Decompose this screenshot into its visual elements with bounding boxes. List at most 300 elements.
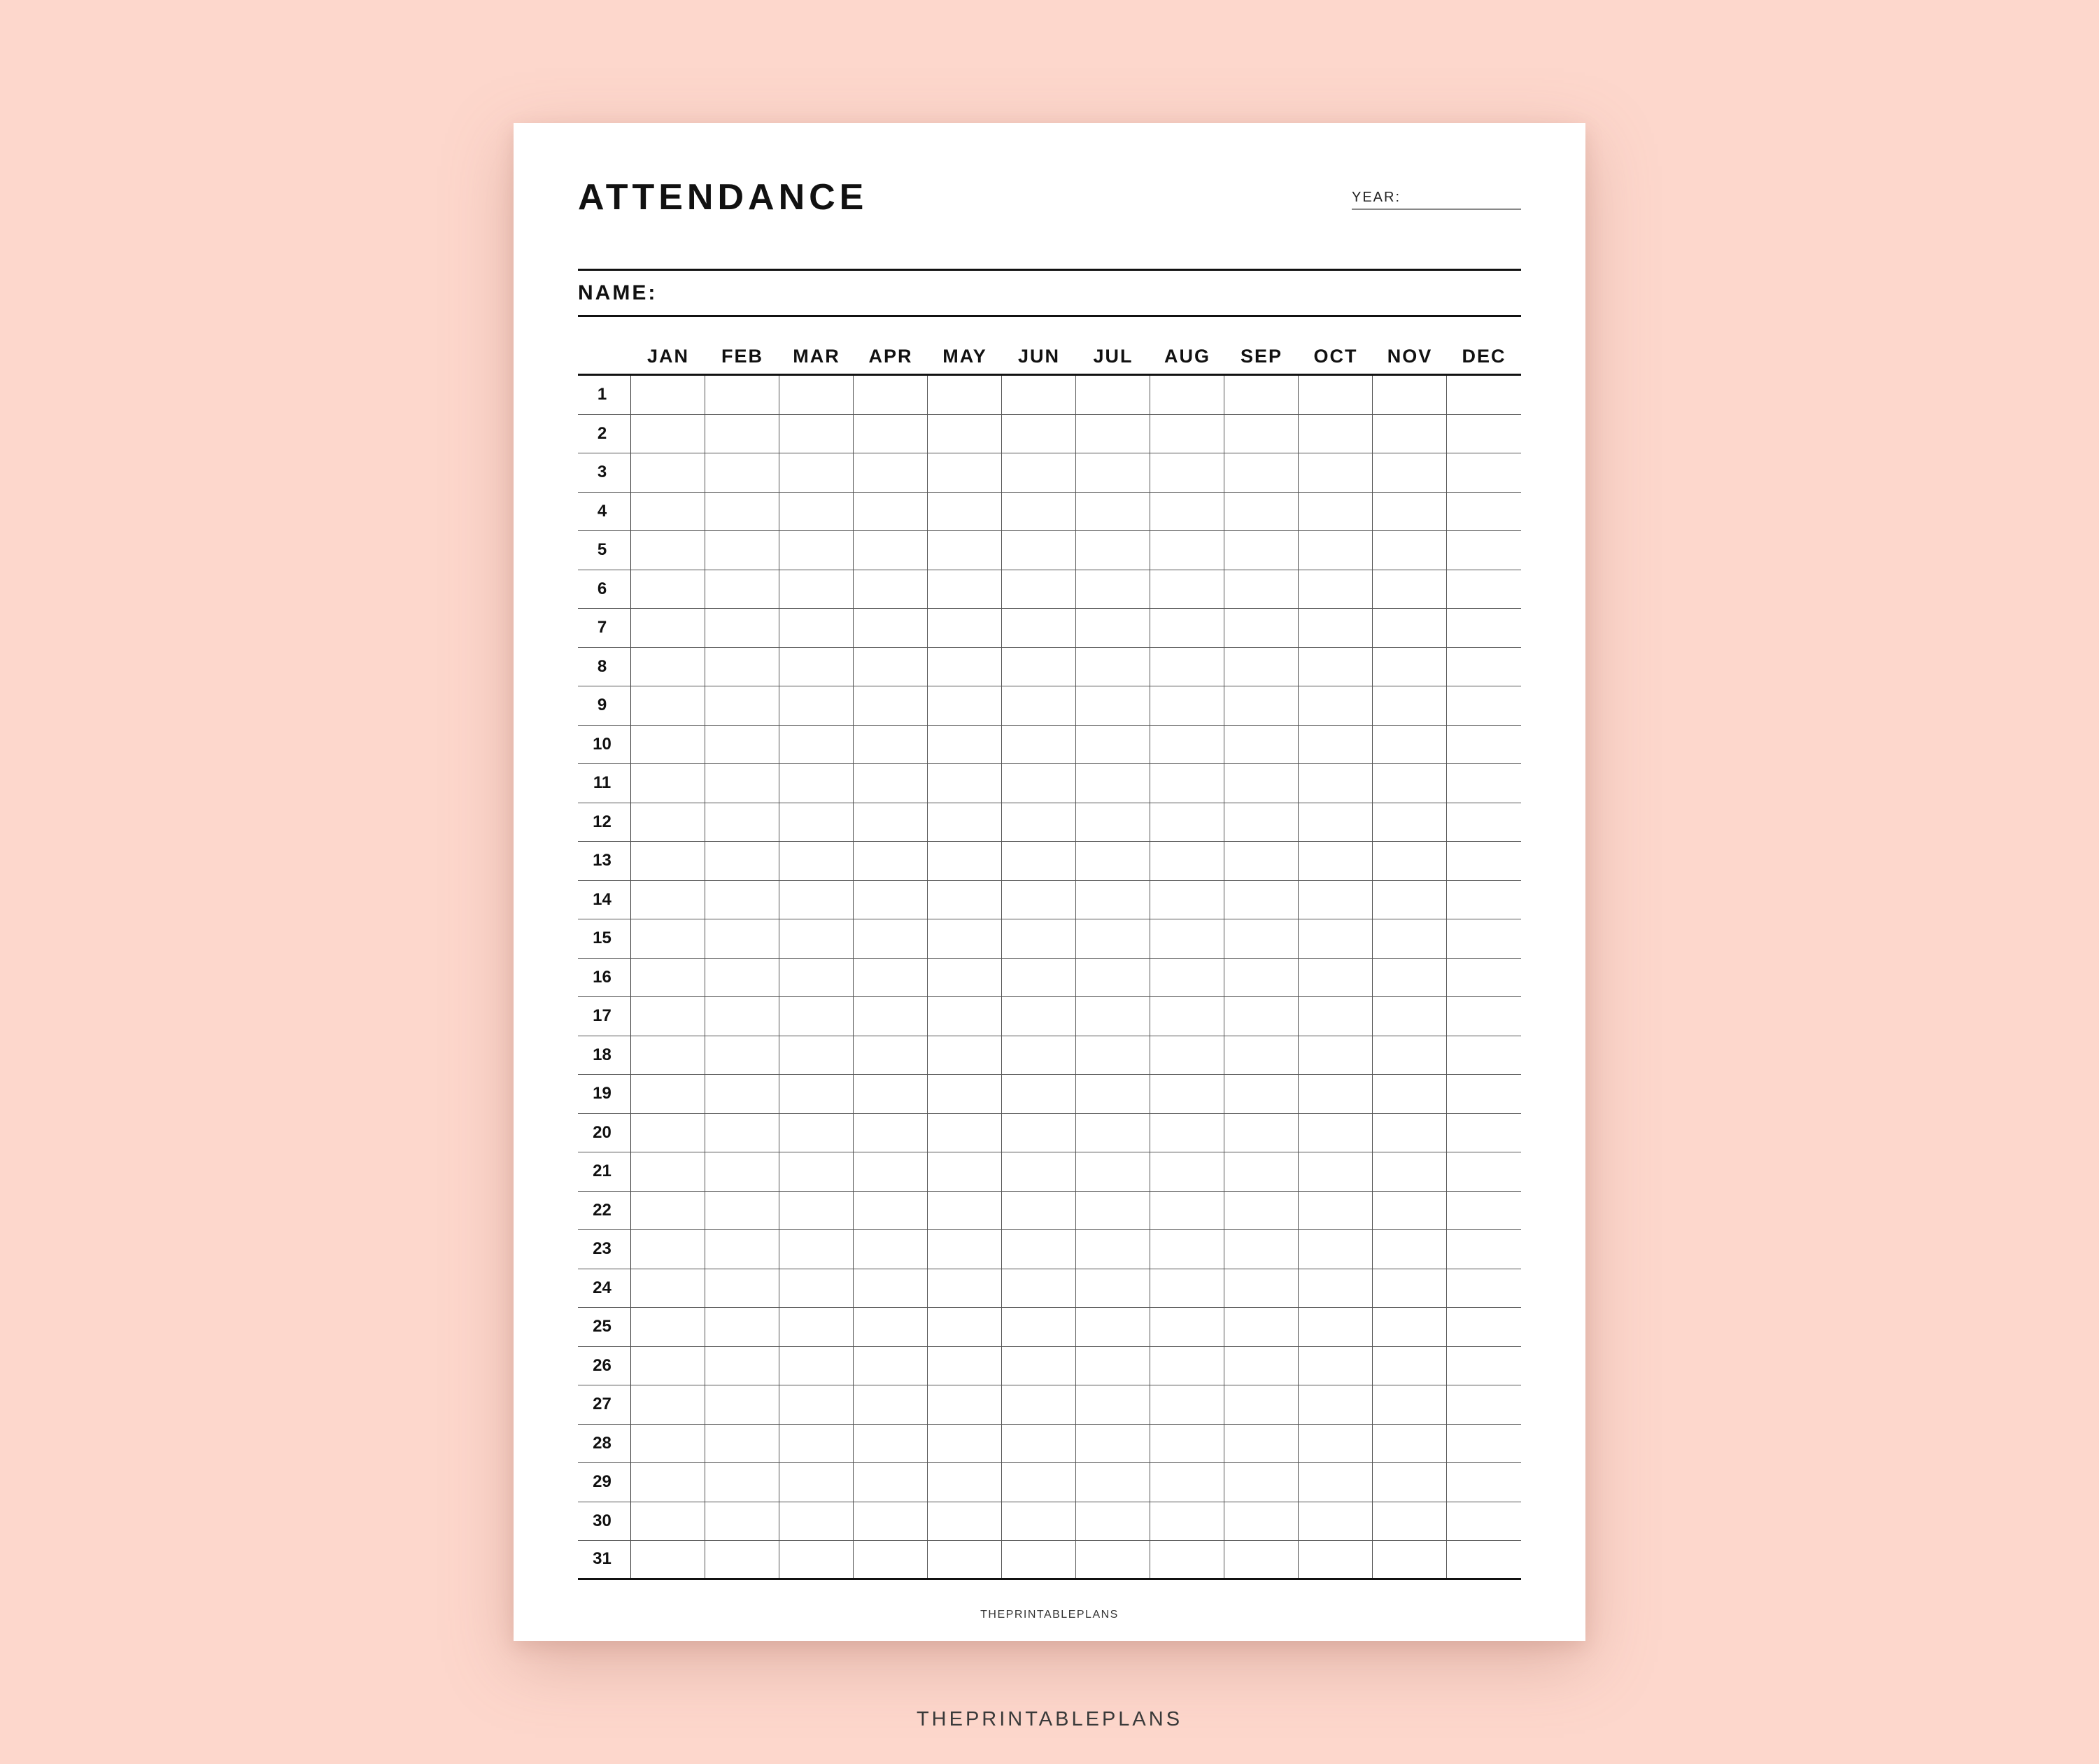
attendance-cell-oct[interactable] [1299, 609, 1373, 647]
attendance-cell-may[interactable] [928, 453, 1002, 492]
attendance-cell-oct[interactable] [1299, 842, 1373, 880]
attendance-cell-feb[interactable] [705, 764, 779, 803]
attendance-cell-aug[interactable] [1150, 842, 1224, 880]
attendance-cell-may[interactable] [928, 648, 1002, 686]
attendance-cell-apr[interactable] [854, 1502, 928, 1541]
attendance-cell-mar[interactable] [779, 1347, 854, 1385]
attendance-cell-dec[interactable] [1447, 959, 1521, 997]
attendance-cell-jul[interactable] [1076, 997, 1150, 1036]
attendance-cell-nov[interactable] [1373, 570, 1447, 609]
attendance-cell-sep[interactable] [1224, 1463, 1299, 1502]
attendance-cell-apr[interactable] [854, 997, 928, 1036]
attendance-cell-may[interactable] [928, 1541, 1002, 1578]
attendance-cell-apr[interactable] [854, 376, 928, 414]
attendance-cell-oct[interactable] [1299, 686, 1373, 725]
attendance-cell-nov[interactable] [1373, 997, 1447, 1036]
attendance-cell-dec[interactable] [1447, 1347, 1521, 1385]
attendance-cell-mar[interactable] [779, 609, 854, 647]
attendance-cell-aug[interactable] [1150, 881, 1224, 919]
attendance-cell-jun[interactable] [1002, 493, 1076, 531]
attendance-cell-sep[interactable] [1224, 609, 1299, 647]
attendance-cell-dec[interactable] [1447, 376, 1521, 414]
attendance-cell-feb[interactable] [705, 919, 779, 958]
attendance-cell-nov[interactable] [1373, 1075, 1447, 1113]
attendance-cell-aug[interactable] [1150, 959, 1224, 997]
attendance-cell-jul[interactable] [1076, 1502, 1150, 1541]
attendance-cell-jan[interactable] [631, 803, 705, 842]
attendance-cell-jul[interactable] [1076, 919, 1150, 958]
attendance-cell-feb[interactable] [705, 415, 779, 453]
attendance-cell-sep[interactable] [1224, 1192, 1299, 1230]
attendance-cell-jul[interactable] [1076, 959, 1150, 997]
attendance-cell-jul[interactable] [1076, 648, 1150, 686]
attendance-cell-jul[interactable] [1076, 493, 1150, 531]
attendance-cell-feb[interactable] [705, 1114, 779, 1152]
attendance-cell-feb[interactable] [705, 1075, 779, 1113]
attendance-cell-mar[interactable] [779, 1541, 854, 1578]
attendance-cell-mar[interactable] [779, 686, 854, 725]
attendance-cell-jul[interactable] [1076, 1347, 1150, 1385]
attendance-cell-oct[interactable] [1299, 1502, 1373, 1541]
attendance-cell-may[interactable] [928, 1502, 1002, 1541]
attendance-cell-apr[interactable] [854, 609, 928, 647]
attendance-cell-feb[interactable] [705, 376, 779, 414]
attendance-cell-oct[interactable] [1299, 1425, 1373, 1463]
attendance-cell-nov[interactable] [1373, 842, 1447, 880]
attendance-cell-may[interactable] [928, 415, 1002, 453]
attendance-cell-dec[interactable] [1447, 1075, 1521, 1113]
attendance-cell-feb[interactable] [705, 1347, 779, 1385]
attendance-cell-jul[interactable] [1076, 686, 1150, 725]
attendance-cell-oct[interactable] [1299, 1152, 1373, 1191]
attendance-cell-may[interactable] [928, 1075, 1002, 1113]
attendance-cell-jun[interactable] [1002, 881, 1076, 919]
attendance-cell-jun[interactable] [1002, 1541, 1076, 1578]
attendance-cell-nov[interactable] [1373, 1230, 1447, 1269]
attendance-cell-sep[interactable] [1224, 686, 1299, 725]
attendance-cell-jun[interactable] [1002, 1347, 1076, 1385]
attendance-cell-oct[interactable] [1299, 1347, 1373, 1385]
attendance-cell-dec[interactable] [1447, 842, 1521, 880]
attendance-cell-jun[interactable] [1002, 648, 1076, 686]
attendance-cell-jan[interactable] [631, 453, 705, 492]
attendance-cell-aug[interactable] [1150, 493, 1224, 531]
attendance-cell-sep[interactable] [1224, 415, 1299, 453]
attendance-cell-dec[interactable] [1447, 1385, 1521, 1424]
attendance-cell-jun[interactable] [1002, 1308, 1076, 1346]
attendance-cell-jan[interactable] [631, 609, 705, 647]
attendance-cell-dec[interactable] [1447, 570, 1521, 609]
attendance-cell-dec[interactable] [1447, 453, 1521, 492]
attendance-cell-may[interactable] [928, 376, 1002, 414]
attendance-cell-jan[interactable] [631, 415, 705, 453]
attendance-cell-jul[interactable] [1076, 803, 1150, 842]
attendance-cell-apr[interactable] [854, 1463, 928, 1502]
attendance-cell-mar[interactable] [779, 415, 854, 453]
attendance-cell-jul[interactable] [1076, 1036, 1150, 1075]
attendance-cell-jul[interactable] [1076, 1463, 1150, 1502]
attendance-cell-feb[interactable] [705, 881, 779, 919]
attendance-cell-oct[interactable] [1299, 1036, 1373, 1075]
attendance-cell-apr[interactable] [854, 415, 928, 453]
attendance-cell-jun[interactable] [1002, 1269, 1076, 1308]
attendance-cell-may[interactable] [928, 764, 1002, 803]
attendance-cell-jul[interactable] [1076, 1425, 1150, 1463]
attendance-cell-sep[interactable] [1224, 1036, 1299, 1075]
attendance-cell-may[interactable] [928, 1152, 1002, 1191]
attendance-cell-dec[interactable] [1447, 686, 1521, 725]
attendance-cell-mar[interactable] [779, 764, 854, 803]
attendance-cell-feb[interactable] [705, 1230, 779, 1269]
attendance-cell-oct[interactable] [1299, 1114, 1373, 1152]
attendance-cell-feb[interactable] [705, 1192, 779, 1230]
attendance-cell-aug[interactable] [1150, 570, 1224, 609]
attendance-cell-jun[interactable] [1002, 415, 1076, 453]
attendance-cell-may[interactable] [928, 609, 1002, 647]
attendance-cell-mar[interactable] [779, 1230, 854, 1269]
attendance-cell-dec[interactable] [1447, 493, 1521, 531]
attendance-cell-aug[interactable] [1150, 1502, 1224, 1541]
attendance-cell-apr[interactable] [854, 959, 928, 997]
attendance-cell-dec[interactable] [1447, 726, 1521, 764]
attendance-cell-jan[interactable] [631, 1463, 705, 1502]
attendance-cell-aug[interactable] [1150, 1192, 1224, 1230]
attendance-cell-jun[interactable] [1002, 609, 1076, 647]
attendance-cell-apr[interactable] [854, 648, 928, 686]
attendance-cell-feb[interactable] [705, 609, 779, 647]
attendance-cell-aug[interactable] [1150, 803, 1224, 842]
attendance-cell-may[interactable] [928, 686, 1002, 725]
attendance-cell-nov[interactable] [1373, 453, 1447, 492]
attendance-cell-dec[interactable] [1447, 997, 1521, 1036]
attendance-cell-jul[interactable] [1076, 764, 1150, 803]
attendance-cell-jun[interactable] [1002, 1502, 1076, 1541]
attendance-cell-mar[interactable] [779, 493, 854, 531]
attendance-cell-may[interactable] [928, 1347, 1002, 1385]
attendance-cell-jan[interactable] [631, 1502, 705, 1541]
attendance-cell-dec[interactable] [1447, 531, 1521, 570]
attendance-cell-feb[interactable] [705, 803, 779, 842]
attendance-cell-jun[interactable] [1002, 997, 1076, 1036]
attendance-cell-aug[interactable] [1150, 415, 1224, 453]
attendance-cell-oct[interactable] [1299, 764, 1373, 803]
attendance-cell-jan[interactable] [631, 881, 705, 919]
attendance-cell-feb[interactable] [705, 1463, 779, 1502]
attendance-cell-jul[interactable] [1076, 376, 1150, 414]
attendance-cell-mar[interactable] [779, 1425, 854, 1463]
attendance-cell-oct[interactable] [1299, 1192, 1373, 1230]
attendance-cell-oct[interactable] [1299, 919, 1373, 958]
attendance-cell-nov[interactable] [1373, 1152, 1447, 1191]
attendance-cell-dec[interactable] [1447, 1502, 1521, 1541]
attendance-cell-aug[interactable] [1150, 726, 1224, 764]
attendance-cell-sep[interactable] [1224, 1075, 1299, 1113]
attendance-cell-mar[interactable] [779, 531, 854, 570]
attendance-cell-mar[interactable] [779, 1036, 854, 1075]
attendance-cell-apr[interactable] [854, 453, 928, 492]
year-field[interactable] [1352, 190, 1521, 210]
attendance-cell-aug[interactable] [1150, 531, 1224, 570]
attendance-cell-jul[interactable] [1076, 609, 1150, 647]
attendance-cell-may[interactable] [928, 1114, 1002, 1152]
attendance-cell-mar[interactable] [779, 648, 854, 686]
attendance-cell-aug[interactable] [1150, 1425, 1224, 1463]
attendance-cell-apr[interactable] [854, 842, 928, 880]
attendance-cell-jun[interactable] [1002, 570, 1076, 609]
attendance-cell-may[interactable] [928, 531, 1002, 570]
attendance-cell-may[interactable] [928, 1425, 1002, 1463]
attendance-cell-may[interactable] [928, 726, 1002, 764]
attendance-cell-jan[interactable] [631, 648, 705, 686]
attendance-cell-jul[interactable] [1076, 1308, 1150, 1346]
attendance-cell-sep[interactable] [1224, 1230, 1299, 1269]
attendance-cell-dec[interactable] [1447, 609, 1521, 647]
attendance-cell-aug[interactable] [1150, 1075, 1224, 1113]
attendance-cell-aug[interactable] [1150, 609, 1224, 647]
attendance-cell-oct[interactable] [1299, 1308, 1373, 1346]
attendance-cell-oct[interactable] [1299, 376, 1373, 414]
attendance-cell-jul[interactable] [1076, 1541, 1150, 1578]
attendance-cell-jan[interactable] [631, 376, 705, 414]
attendance-cell-dec[interactable] [1447, 1463, 1521, 1502]
attendance-cell-jun[interactable] [1002, 1385, 1076, 1424]
attendance-cell-may[interactable] [928, 1385, 1002, 1424]
attendance-cell-oct[interactable] [1299, 570, 1373, 609]
attendance-cell-feb[interactable] [705, 842, 779, 880]
attendance-cell-apr[interactable] [854, 1114, 928, 1152]
attendance-cell-mar[interactable] [779, 726, 854, 764]
attendance-cell-dec[interactable] [1447, 1269, 1521, 1308]
attendance-cell-may[interactable] [928, 881, 1002, 919]
attendance-cell-sep[interactable] [1224, 1541, 1299, 1578]
attendance-cell-oct[interactable] [1299, 1075, 1373, 1113]
attendance-cell-may[interactable] [928, 803, 1002, 842]
attendance-cell-jan[interactable] [631, 919, 705, 958]
attendance-cell-oct[interactable] [1299, 959, 1373, 997]
attendance-cell-jan[interactable] [631, 570, 705, 609]
attendance-cell-aug[interactable] [1150, 376, 1224, 414]
attendance-cell-apr[interactable] [854, 1192, 928, 1230]
attendance-cell-sep[interactable] [1224, 842, 1299, 880]
attendance-cell-oct[interactable] [1299, 1269, 1373, 1308]
attendance-cell-dec[interactable] [1447, 1541, 1521, 1578]
attendance-cell-sep[interactable] [1224, 1114, 1299, 1152]
attendance-cell-apr[interactable] [854, 1541, 928, 1578]
attendance-cell-sep[interactable] [1224, 919, 1299, 958]
attendance-cell-dec[interactable] [1447, 1114, 1521, 1152]
attendance-cell-may[interactable] [928, 1308, 1002, 1346]
attendance-cell-nov[interactable] [1373, 1269, 1447, 1308]
attendance-cell-aug[interactable] [1150, 1541, 1224, 1578]
attendance-cell-jul[interactable] [1076, 1114, 1150, 1152]
attendance-cell-mar[interactable] [779, 1269, 854, 1308]
attendance-cell-dec[interactable] [1447, 1230, 1521, 1269]
attendance-cell-jun[interactable] [1002, 842, 1076, 880]
attendance-cell-oct[interactable] [1299, 415, 1373, 453]
attendance-cell-jun[interactable] [1002, 1114, 1076, 1152]
attendance-cell-jul[interactable] [1076, 415, 1150, 453]
attendance-cell-feb[interactable] [705, 1308, 779, 1346]
attendance-cell-jan[interactable] [631, 1152, 705, 1191]
attendance-cell-aug[interactable] [1150, 764, 1224, 803]
attendance-cell-feb[interactable] [705, 1385, 779, 1424]
attendance-cell-jan[interactable] [631, 1425, 705, 1463]
attendance-cell-oct[interactable] [1299, 881, 1373, 919]
attendance-cell-dec[interactable] [1447, 1425, 1521, 1463]
attendance-cell-sep[interactable] [1224, 959, 1299, 997]
attendance-cell-jun[interactable] [1002, 1230, 1076, 1269]
attendance-cell-nov[interactable] [1373, 531, 1447, 570]
attendance-cell-nov[interactable] [1373, 1541, 1447, 1578]
attendance-cell-jun[interactable] [1002, 726, 1076, 764]
attendance-cell-jun[interactable] [1002, 686, 1076, 725]
attendance-cell-nov[interactable] [1373, 1385, 1447, 1424]
attendance-cell-jun[interactable] [1002, 1075, 1076, 1113]
attendance-cell-apr[interactable] [854, 1269, 928, 1308]
attendance-cell-apr[interactable] [854, 881, 928, 919]
attendance-cell-nov[interactable] [1373, 1425, 1447, 1463]
attendance-cell-feb[interactable] [705, 1425, 779, 1463]
attendance-cell-sep[interactable] [1224, 1152, 1299, 1191]
attendance-cell-oct[interactable] [1299, 453, 1373, 492]
attendance-cell-may[interactable] [928, 1036, 1002, 1075]
attendance-cell-nov[interactable] [1373, 415, 1447, 453]
attendance-cell-feb[interactable] [705, 493, 779, 531]
attendance-cell-jul[interactable] [1076, 1269, 1150, 1308]
attendance-cell-jan[interactable] [631, 1036, 705, 1075]
attendance-cell-feb[interactable] [705, 997, 779, 1036]
attendance-cell-mar[interactable] [779, 803, 854, 842]
attendance-cell-aug[interactable] [1150, 1114, 1224, 1152]
attendance-cell-may[interactable] [928, 570, 1002, 609]
attendance-cell-nov[interactable] [1373, 648, 1447, 686]
attendance-cell-jun[interactable] [1002, 1192, 1076, 1230]
attendance-cell-oct[interactable] [1299, 726, 1373, 764]
attendance-cell-jan[interactable] [631, 1308, 705, 1346]
attendance-cell-aug[interactable] [1150, 1152, 1224, 1191]
attendance-cell-nov[interactable] [1373, 1347, 1447, 1385]
attendance-cell-dec[interactable] [1447, 881, 1521, 919]
attendance-cell-jan[interactable] [631, 1541, 705, 1578]
attendance-cell-aug[interactable] [1150, 1230, 1224, 1269]
attendance-cell-feb[interactable] [705, 1269, 779, 1308]
attendance-cell-jan[interactable] [631, 1269, 705, 1308]
attendance-cell-jan[interactable] [631, 1385, 705, 1424]
attendance-cell-mar[interactable] [779, 1502, 854, 1541]
attendance-cell-apr[interactable] [854, 686, 928, 725]
attendance-cell-may[interactable] [928, 959, 1002, 997]
attendance-cell-jun[interactable] [1002, 376, 1076, 414]
attendance-cell-jul[interactable] [1076, 531, 1150, 570]
attendance-cell-aug[interactable] [1150, 453, 1224, 492]
attendance-cell-oct[interactable] [1299, 493, 1373, 531]
attendance-cell-oct[interactable] [1299, 1541, 1373, 1578]
attendance-cell-mar[interactable] [779, 376, 854, 414]
attendance-cell-apr[interactable] [854, 726, 928, 764]
attendance-cell-nov[interactable] [1373, 1036, 1447, 1075]
attendance-cell-mar[interactable] [779, 453, 854, 492]
attendance-cell-nov[interactable] [1373, 376, 1447, 414]
attendance-cell-jul[interactable] [1076, 1385, 1150, 1424]
attendance-cell-dec[interactable] [1447, 1308, 1521, 1346]
attendance-cell-mar[interactable] [779, 842, 854, 880]
attendance-cell-apr[interactable] [854, 570, 928, 609]
attendance-cell-jul[interactable] [1076, 842, 1150, 880]
attendance-cell-aug[interactable] [1150, 686, 1224, 725]
attendance-cell-aug[interactable] [1150, 648, 1224, 686]
attendance-cell-sep[interactable] [1224, 1269, 1299, 1308]
attendance-cell-may[interactable] [928, 919, 1002, 958]
attendance-cell-nov[interactable] [1373, 1463, 1447, 1502]
attendance-cell-sep[interactable] [1224, 453, 1299, 492]
attendance-cell-dec[interactable] [1447, 919, 1521, 958]
attendance-cell-nov[interactable] [1373, 764, 1447, 803]
attendance-cell-jan[interactable] [631, 1230, 705, 1269]
attendance-cell-may[interactable] [928, 1269, 1002, 1308]
attendance-cell-dec[interactable] [1447, 1152, 1521, 1191]
attendance-cell-apr[interactable] [854, 1036, 928, 1075]
attendance-cell-mar[interactable] [779, 1192, 854, 1230]
attendance-cell-jun[interactable] [1002, 1152, 1076, 1191]
attendance-cell-sep[interactable] [1224, 726, 1299, 764]
attendance-cell-jan[interactable] [631, 686, 705, 725]
attendance-cell-sep[interactable] [1224, 493, 1299, 531]
attendance-cell-oct[interactable] [1299, 1385, 1373, 1424]
attendance-cell-nov[interactable] [1373, 726, 1447, 764]
attendance-cell-nov[interactable] [1373, 881, 1447, 919]
attendance-cell-mar[interactable] [779, 1152, 854, 1191]
attendance-cell-apr[interactable] [854, 919, 928, 958]
attendance-cell-nov[interactable] [1373, 609, 1447, 647]
attendance-cell-jul[interactable] [1076, 453, 1150, 492]
attendance-cell-apr[interactable] [854, 1152, 928, 1191]
attendance-cell-apr[interactable] [854, 1308, 928, 1346]
attendance-cell-aug[interactable] [1150, 1036, 1224, 1075]
attendance-cell-jan[interactable] [631, 1075, 705, 1113]
attendance-cell-mar[interactable] [779, 919, 854, 958]
attendance-cell-jun[interactable] [1002, 919, 1076, 958]
attendance-cell-may[interactable] [928, 997, 1002, 1036]
attendance-cell-apr[interactable] [854, 803, 928, 842]
attendance-cell-jun[interactable] [1002, 1036, 1076, 1075]
attendance-cell-apr[interactable] [854, 764, 928, 803]
attendance-cell-nov[interactable] [1373, 919, 1447, 958]
attendance-cell-feb[interactable] [705, 1541, 779, 1578]
attendance-cell-jun[interactable] [1002, 959, 1076, 997]
attendance-cell-jan[interactable] [631, 493, 705, 531]
attendance-cell-oct[interactable] [1299, 997, 1373, 1036]
attendance-cell-apr[interactable] [854, 1075, 928, 1113]
attendance-cell-nov[interactable] [1373, 803, 1447, 842]
attendance-cell-sep[interactable] [1224, 531, 1299, 570]
attendance-cell-nov[interactable] [1373, 1114, 1447, 1152]
attendance-cell-mar[interactable] [779, 1385, 854, 1424]
attendance-cell-mar[interactable] [779, 570, 854, 609]
attendance-cell-apr[interactable] [854, 1230, 928, 1269]
attendance-cell-oct[interactable] [1299, 648, 1373, 686]
attendance-cell-apr[interactable] [854, 531, 928, 570]
attendance-cell-nov[interactable] [1373, 686, 1447, 725]
attendance-cell-dec[interactable] [1447, 415, 1521, 453]
attendance-cell-jun[interactable] [1002, 1463, 1076, 1502]
attendance-cell-jan[interactable] [631, 726, 705, 764]
attendance-cell-mar[interactable] [779, 997, 854, 1036]
attendance-cell-jun[interactable] [1002, 1425, 1076, 1463]
attendance-cell-feb[interactable] [705, 1502, 779, 1541]
attendance-cell-apr[interactable] [854, 1425, 928, 1463]
attendance-cell-sep[interactable] [1224, 1308, 1299, 1346]
attendance-cell-nov[interactable] [1373, 493, 1447, 531]
